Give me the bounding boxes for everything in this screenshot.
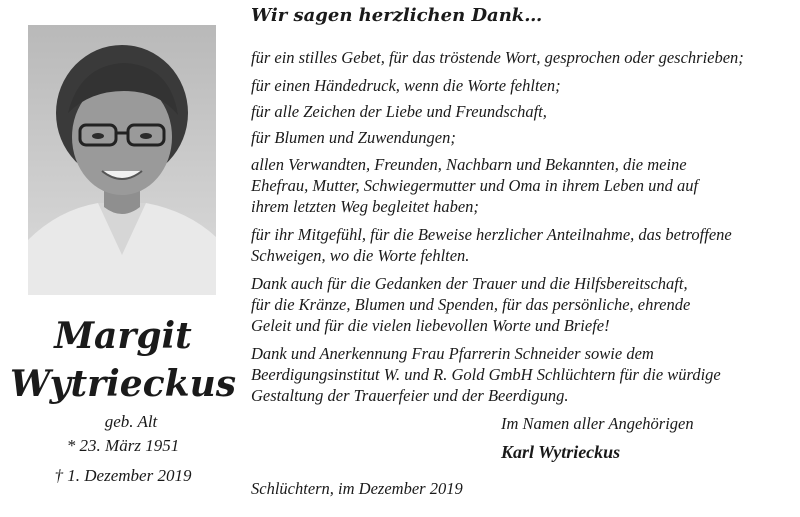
signature-name: Karl Wytrieckus bbox=[501, 442, 621, 462]
thanks-line: Ehefrau, Mutter, Schwiegermutter und Oma in ihrem Leben und auf bbox=[251, 176, 699, 195]
thanks-line: Dank und Anerkennung Frau Pfarrerin Schneider sowie dem bbox=[251, 344, 654, 363]
thanks-line: ihrem letzten Weg begleitet haben; bbox=[251, 197, 479, 216]
birth-date: * 23. März 1951 bbox=[66, 436, 180, 455]
thanks-line: Gestaltung der Trauerfeier und der Beerdigung. bbox=[251, 386, 569, 405]
thanks-line: Beerdigungsinstitut W. und R. Gold GmbH Schlüchtern für die würdige bbox=[251, 365, 721, 384]
thanks-line: Dank auch für die Gedanken der Trauer und die Hilfsbereitschaft, bbox=[251, 274, 688, 293]
thanks-line: für einen Händedruck, wenn die Worte fehlten; bbox=[251, 76, 561, 95]
thanks-line: Geleit und für die vielen liebevollen Worte und Briefe! bbox=[251, 316, 610, 335]
thanks-line: für alle Zeichen der Liebe und Freundschaft, bbox=[251, 102, 547, 121]
thanks-line: für Blumen und Zuwendungen; bbox=[251, 128, 456, 147]
signature-label: Im Namen aller Angehörigen bbox=[501, 414, 694, 433]
thanks-line: für ein stilles Gebet, für das tröstende Wort, gesprochen oder geschrieben; bbox=[251, 48, 744, 67]
deceased-last-name: Wytrieckus bbox=[9, 363, 237, 405]
portrait-illustration bbox=[28, 25, 216, 295]
birth-name: geb. Alt bbox=[104, 412, 158, 431]
death-date: † 1. Dezember 2019 bbox=[54, 466, 192, 485]
portrait-photo bbox=[28, 25, 216, 295]
thanks-heading: Wir sagen herzlichen Dank… bbox=[251, 5, 543, 26]
thanks-line: für die Kränze, Blumen und Spenden, für das persönliche, ehrende bbox=[251, 295, 691, 314]
thanks-line: Schweigen, wo die Worte fehlten. bbox=[251, 246, 470, 265]
place-and-date: Schlüchtern, im Dezember 2019 bbox=[251, 479, 463, 498]
thanks-line: für ihr Mitgefühl, für die Beweise herzlicher Anteilnahme, das betroffene bbox=[251, 225, 732, 244]
deceased-first-name: Margit bbox=[54, 315, 192, 357]
thanks-line: allen Verwandten, Freunden, Nachbarn und Bekannten, die meine bbox=[251, 155, 687, 174]
